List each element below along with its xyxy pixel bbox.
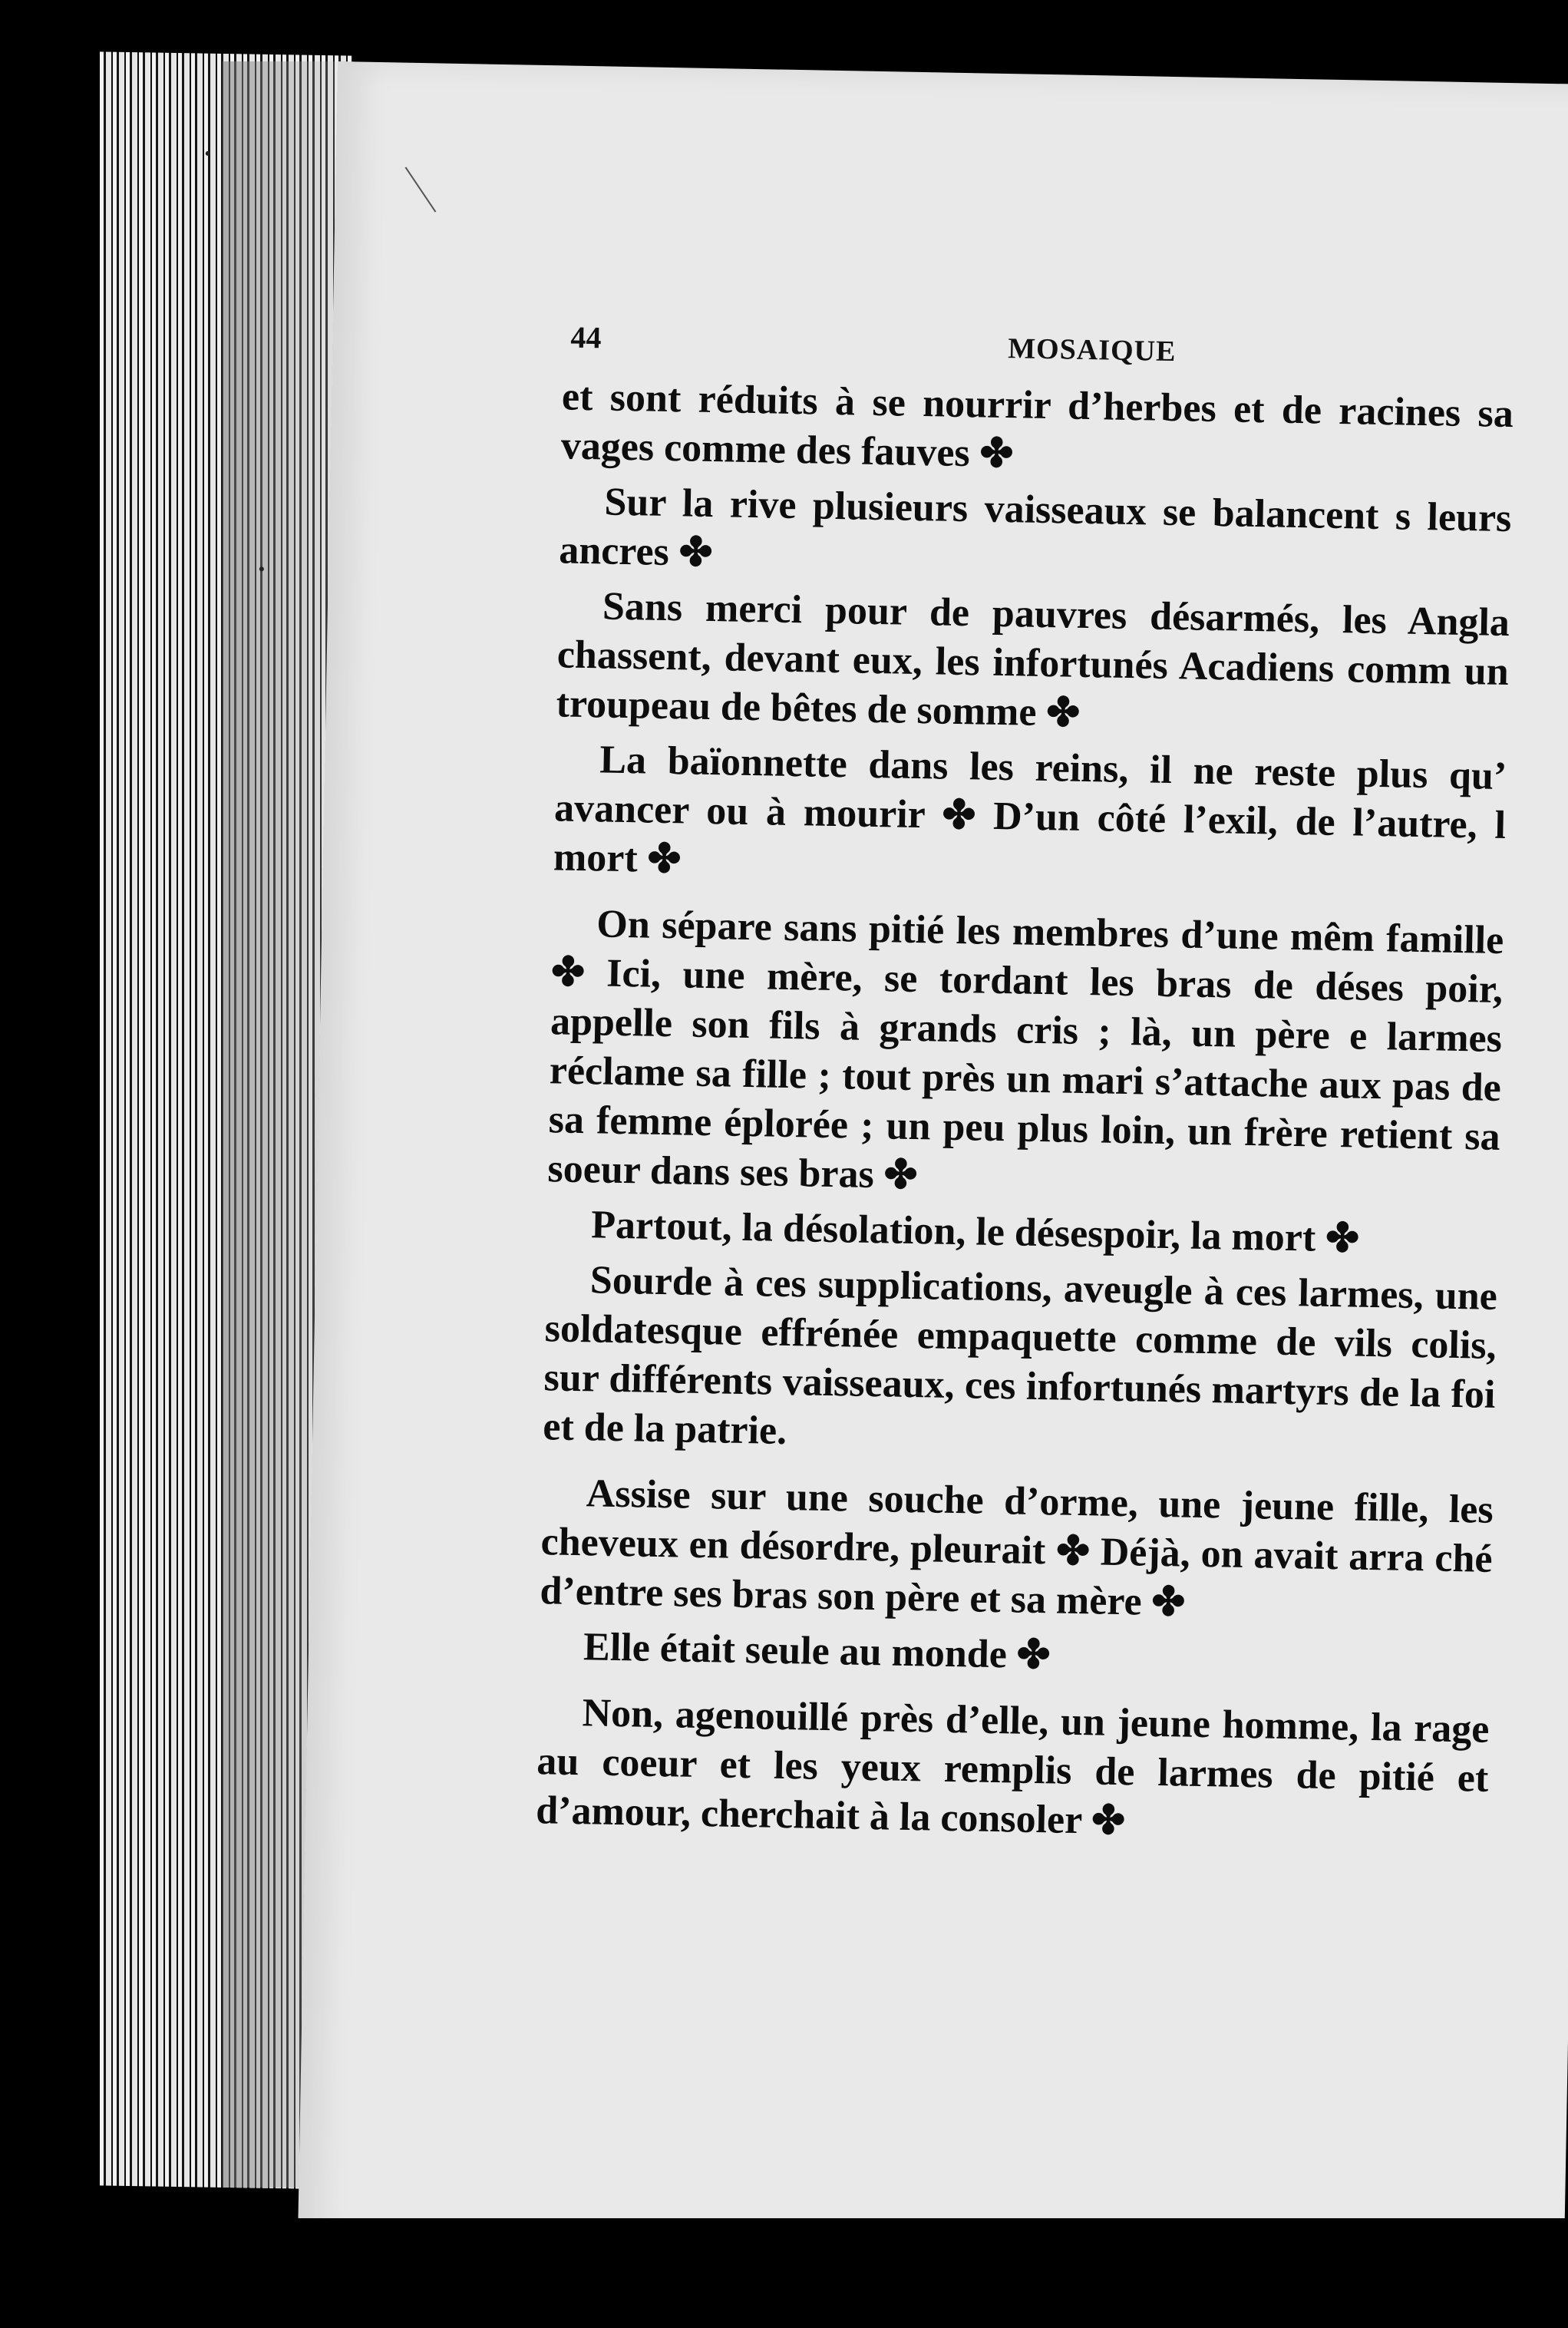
- dust-speck: [206, 151, 210, 156]
- paragraph: Assise sur une souche d’orme, une jeune fille, les cheveux en désordre, pleurait ✤ Déjà, on avait arra ché d’entre ses bras son père et sa mère ✤: [540, 1471, 1494, 1625]
- book-page: [298, 61, 1568, 2264]
- paragraph: Sur la rive plusieurs vaisseaux se balancent s leurs ancres ✤: [558, 480, 1512, 576]
- paragraph: Non, agenouillé près d’elle, un jeune homme, la rage au coeur et les yeux remplis de larmes de pitié et d’amour, cherchait à la consoler ✤: [535, 1691, 1490, 1844]
- body-text: [536, 372, 1514, 1858]
- page-number: 44: [570, 319, 602, 355]
- scratch-mark: [405, 167, 437, 212]
- paragraph: Partout, la désolation, le désespoir, la mort ✤: [590, 1203, 1360, 1261]
- paragraph: On sépare sans pitié les membres d’une mêm famille ✤ Ici, une mère, se tordant les bras de déses poir, appelle son fils à grands cris ; là, un père e larmes réclame sa fille ; tout près un mari s’attache aux pas de sa femme éplorée ; un peu plus loin, un frère retient sa soeur dans ses bras ✤: [547, 902, 1504, 1198]
- running-title: MOSAIQUE: [1007, 332, 1177, 368]
- paragraph: La baïonnette dans les reins, il ne reste plus qu’ avancer ou à mourir ✤ D’un côté l’exil, de l’autre, l mort ✤: [553, 738, 1507, 882]
- paragraph: Elle était seule au monde ✤: [583, 1625, 1051, 1678]
- scan-border: [0, 2218, 1568, 2328]
- paragraph: Sourde à ces supplications, aveugle à ces larmes, une soldatesque effrénée empaquette comme de vils colis, sur différents vaisseaux, ces infortunés martyrs de la foi et de la patrie.: [542, 1258, 1498, 1454]
- dust-speck: [259, 566, 264, 571]
- paragraph: et sont réduits à se nourrir d’herbes et de racines sa vages comme des fauves ✤: [560, 375, 1514, 477]
- paragraph: Sans merci pour de pauvres désarmés, les Angla chassent, devant eux, les infortunés Acadiens comm un troupeau de bêtes de somme ✤: [556, 584, 1510, 735]
